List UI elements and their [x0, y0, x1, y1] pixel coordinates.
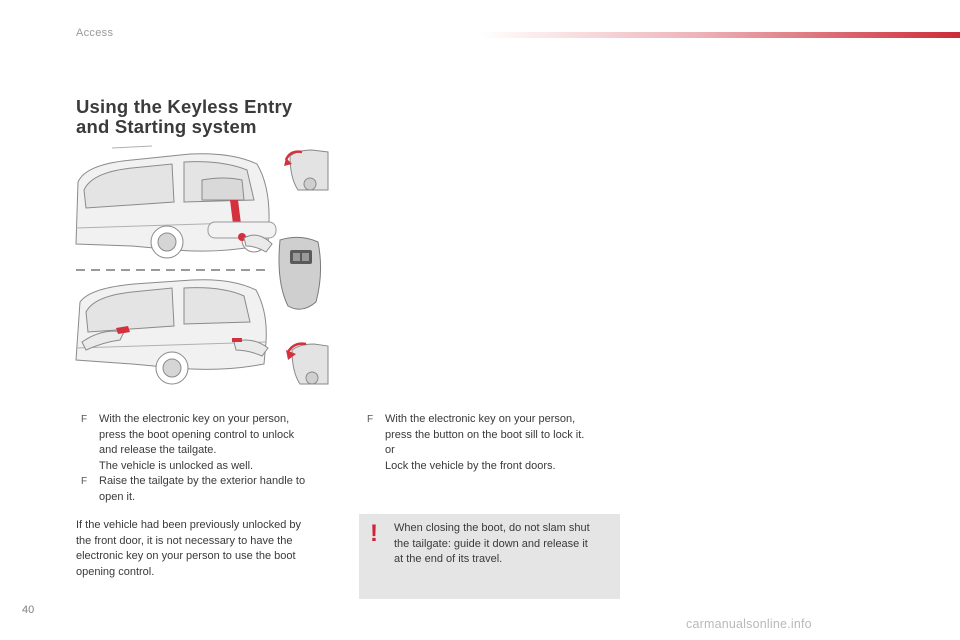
text-line: With the electronic key on your person, — [99, 413, 290, 425]
exclamation-icon: ! — [370, 520, 378, 547]
text-line: If the vehicle had been previously unlocked by — [76, 519, 302, 531]
text-line: Raise the tailgate by the exterior handle to — [99, 475, 306, 488]
title-line-1: Using the Keyless Entry — [76, 96, 293, 117]
title-line-2: and Starting system — [76, 116, 257, 137]
bullet-marker: F — [81, 476, 88, 488]
watermark-link[interactable]: carmanualsonline.info — [686, 617, 812, 631]
bullet-marker: F — [367, 414, 374, 425]
text-line: press the boot opening control to unlock — [99, 428, 295, 441]
text-line: open it. — [99, 490, 136, 503]
left-column — [76, 412, 336, 506]
small-car-open — [284, 150, 328, 190]
text-line: Lock the vehicle by the front doors. — [385, 459, 556, 472]
small-car-close — [286, 344, 328, 384]
text-line: With the electronic key on your person, — [385, 413, 576, 425]
left-bullet-1 — [76, 412, 336, 474]
warning-text — [394, 521, 616, 568]
boot-sill-button — [232, 338, 242, 342]
left-bullet-2 — [76, 474, 336, 505]
warning-box — [359, 514, 620, 599]
car-unlock-illustration — [76, 146, 269, 258]
key-fob-icon — [279, 237, 321, 309]
text-line: the front door, it is not necessary to have the — [76, 534, 293, 547]
keyless-boot-illustration — [72, 142, 334, 397]
text-line: electronic key on your person to use the boot — [76, 550, 296, 563]
text-line: the tailgate: guide it down and release it — [394, 537, 588, 550]
header-accent-bar — [480, 32, 960, 38]
text-line: or — [385, 444, 395, 457]
text-line: When closing the boot, do not slam shut — [394, 522, 590, 534]
text-line: at the end of its travel. — [394, 553, 503, 566]
page-title — [76, 97, 292, 137]
section-label: Access — [76, 27, 114, 39]
right-column — [362, 412, 622, 474]
bullet-marker: F — [81, 414, 88, 425]
page-number: 40 — [22, 604, 35, 616]
text-line: press the button on the boot sill to lock it. — [385, 428, 585, 441]
text-line: The vehicle is unlocked as well. — [99, 459, 254, 472]
text-line: and release the tailgate. — [99, 444, 217, 457]
right-bullet-1 — [362, 412, 622, 474]
info-note — [76, 518, 336, 580]
text-line: opening control. — [76, 565, 155, 578]
